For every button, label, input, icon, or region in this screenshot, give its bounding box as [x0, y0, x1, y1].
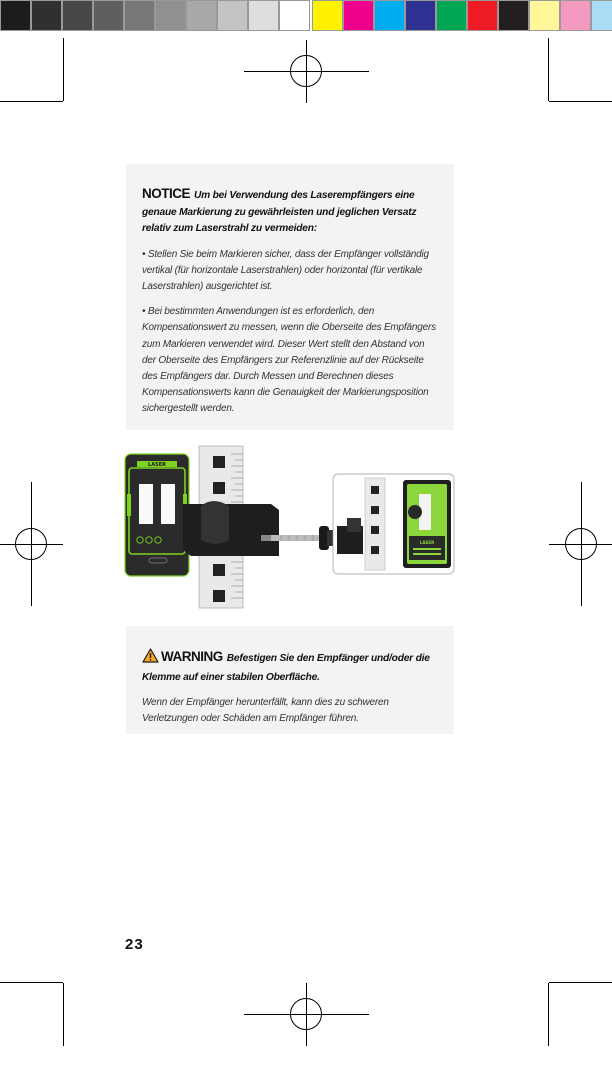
notice-tag: NOTICE: [142, 186, 191, 201]
gray-swatch-1: [0, 0, 31, 31]
receiver-clamp-illustration: [121, 444, 457, 610]
page-number: 23: [125, 936, 144, 953]
color-swatch-2: [343, 0, 374, 31]
gray-swatch-3: [62, 0, 93, 31]
clamp: [183, 501, 333, 556]
gray-swatch-6: [155, 0, 186, 31]
notice-heading-text: Um bei Verwendung des Laserempfängers eine genaue Markierung zu gewährleisten und jeglichen Versatz relativ zum Laserstrahl zu vermeiden:: [142, 190, 417, 234]
notice-box: [126, 164, 454, 430]
notice-heading: [142, 186, 436, 238]
color-swatch-7: [498, 0, 529, 31]
gray-swatch-5: [124, 0, 155, 31]
warning-triangle-icon: [142, 648, 159, 670]
color-swatch-1: [312, 0, 343, 31]
gray-swatch-2: [31, 0, 62, 31]
notice-bullet-2: • Bei bestimmten Anwendungen ist es erforderlich, den Kompensationswert zu messen, wenn die Oberseite des Empfängers zum Markieren verwendet wird. Dieser Wert stellt den Abstand von der Oberseite des Empfängers zur Referenzlinie auf der Rückseite des Empfängers dar. Durch Messen und Berechnen dieses Kompensationswerts kann die Genauigkeit der Markierungsposition sichergestellt werden.: [142, 306, 436, 415]
color-calibration-bar: [312, 0, 612, 31]
svg-text:LASER: LASER: [148, 462, 166, 468]
warning-heading-text: Befestigen Sie den Empfänger und/oder die Klemme auf einer stabilen Oberfläche.: [142, 653, 430, 683]
color-swatch-3: [374, 0, 405, 31]
warning-tag: WARNING: [161, 649, 223, 664]
notice-bullet-1: • Stellen Sie beim Markieren sicher, dass der Empfänger vollständig vertikal (für horizontale Laserstrahlen) oder horizontal (für vertikale Laserstrahlen) ausgerichtet ist.: [142, 248, 429, 292]
warning-text: Wenn der Empfänger herunterfällt, kann dies zu schweren Verletzungen oder Schäden am Empfänger führen.: [142, 697, 389, 725]
color-swatch-6: [467, 0, 498, 31]
color-swatch-9: [560, 0, 591, 31]
gray-swatch-10: [279, 0, 310, 31]
gray-swatch-4: [93, 0, 124, 31]
gray-swatch-9: [248, 0, 279, 31]
warning-heading: [142, 648, 436, 686]
warning-box: [126, 626, 454, 734]
gray-swatch-7: [186, 0, 217, 31]
color-swatch-8: [529, 0, 560, 31]
color-swatch-4: [405, 0, 436, 31]
svg-text:LASER: LASER: [419, 540, 435, 545]
receiver-back-inset: [333, 474, 454, 574]
color-swatch-10: [591, 0, 612, 31]
gray-calibration-bar: [0, 0, 310, 31]
gray-swatch-8: [217, 0, 248, 31]
color-swatch-5: [436, 0, 467, 31]
receiver-front: [125, 454, 189, 576]
